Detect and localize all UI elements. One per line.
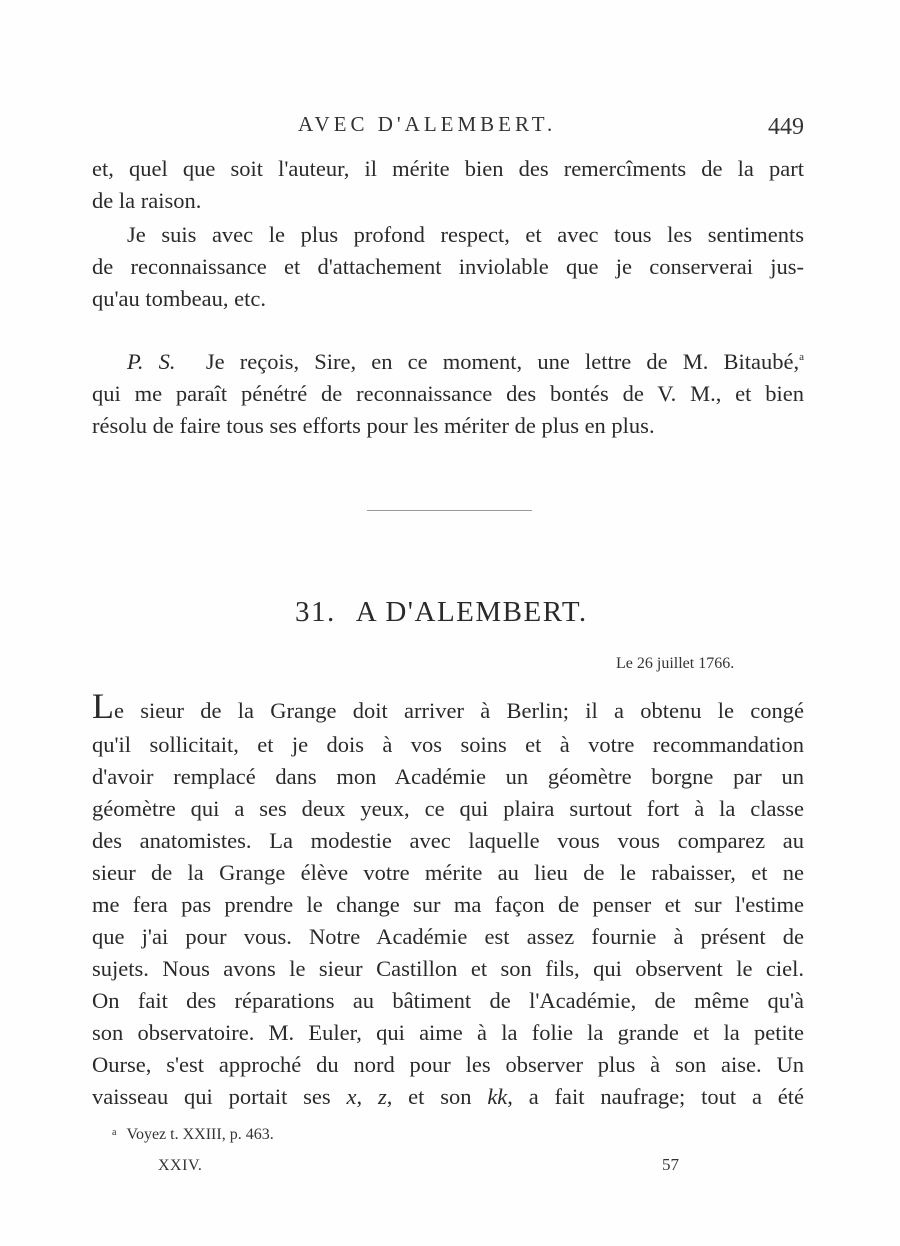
postscript-first-line	[127, 346, 804, 378]
text-span: , a fait naufrage; tout a été	[507, 1084, 804, 1109]
text-line: de la raison.	[92, 188, 202, 213]
section-divider	[367, 510, 532, 511]
footnote	[112, 1126, 274, 1144]
letter-number: 31.	[295, 596, 336, 628]
math-variable-kk: kk	[487, 1084, 508, 1109]
text-line: résolu de faire tous ses efforts pour les mériter de plus en plus.	[92, 413, 655, 438]
text-line: d'avoir remplacé dans mon Académie un géomètre borgne par un	[92, 764, 804, 789]
running-title: AVEC D'ALEMBERT.	[298, 112, 557, 136]
volume-signature: XXIV.	[158, 1157, 203, 1174]
text-line: géomètre qui a ses deux yeux, ce qui plaira surtout fort à la classe	[92, 796, 804, 821]
text-line: qui me paraît pénétré de reconnaissance des bontés de V. M., et bien	[92, 381, 804, 406]
text-line: de reconnaissance et d'attachement inviolable que je conserverai jus-	[92, 254, 804, 279]
text-line: Ourse, s'est approché du nord pour les observer plus à son aise. Un	[92, 1052, 804, 1077]
text-span: vaisseau qui portait ses	[92, 1084, 347, 1109]
postscript-label: P. S.	[127, 349, 176, 374]
page-number: 449	[768, 114, 804, 140]
text-line: On fait des réparations au bâtiment de l'Académie, de même qu'à	[92, 988, 804, 1013]
text-line: des anatomistes. La modestie avec laquelle vous vous comparez au	[92, 828, 804, 853]
text-line: son observatoire. M. Euler, qui aime à la folie la grande et la petite	[92, 1020, 804, 1045]
postscript-text: Je reçois, Sire, en ce moment, une lettre de M. Bitaubé,	[205, 349, 800, 374]
text-line: sieur de la Grange élève votre mérite au lieu de le rabaisser, et ne	[92, 860, 804, 885]
footnote-marker: a	[799, 351, 805, 363]
running-head	[0, 112, 900, 142]
dateline: Le 26 juillet 1766.	[616, 655, 735, 672]
letter-first-line	[92, 686, 804, 727]
text-line: me fera pas prendre le change sur ma façon de penser et sur l'estime	[92, 892, 804, 917]
text-line: qu'il sollicitait, et je dois à vos soins et à votre recommandation	[92, 732, 804, 757]
text-line: Je suis avec le plus profond respect, et avec tous les sentiments	[127, 222, 804, 247]
drop-cap: L	[92, 686, 114, 726]
text-line: sujets. Nous avons le sieur Castillon et son fils, qui observent le ciel.	[92, 956, 804, 981]
text-line: que j'ai pour vous. Notre Académie est assez fournie à présent de	[92, 924, 804, 949]
text-line: et, quel que soit l'auteur, il mérite bien des remercîments de la part	[92, 156, 804, 181]
text-span: e sieur de la Grange doit arriver à Berlin; il a obtenu le congé	[114, 698, 804, 723]
letter-title	[295, 596, 588, 629]
math-variable-x: x	[346, 1084, 357, 1109]
text-span: , et son	[386, 1084, 488, 1109]
footnote-text: Voyez t. XXIII, p. 463.	[126, 1126, 274, 1143]
sheet-number: 57	[662, 1155, 679, 1174]
text-line-last	[92, 1081, 804, 1113]
text-line: qu'au tombeau, etc.	[92, 286, 266, 311]
footnote-mark: a	[112, 1127, 117, 1138]
text-span: ,	[356, 1084, 378, 1109]
math-variable-z: z	[377, 1084, 387, 1109]
letter-recipient: A D'ALEMBERT.	[355, 596, 588, 628]
